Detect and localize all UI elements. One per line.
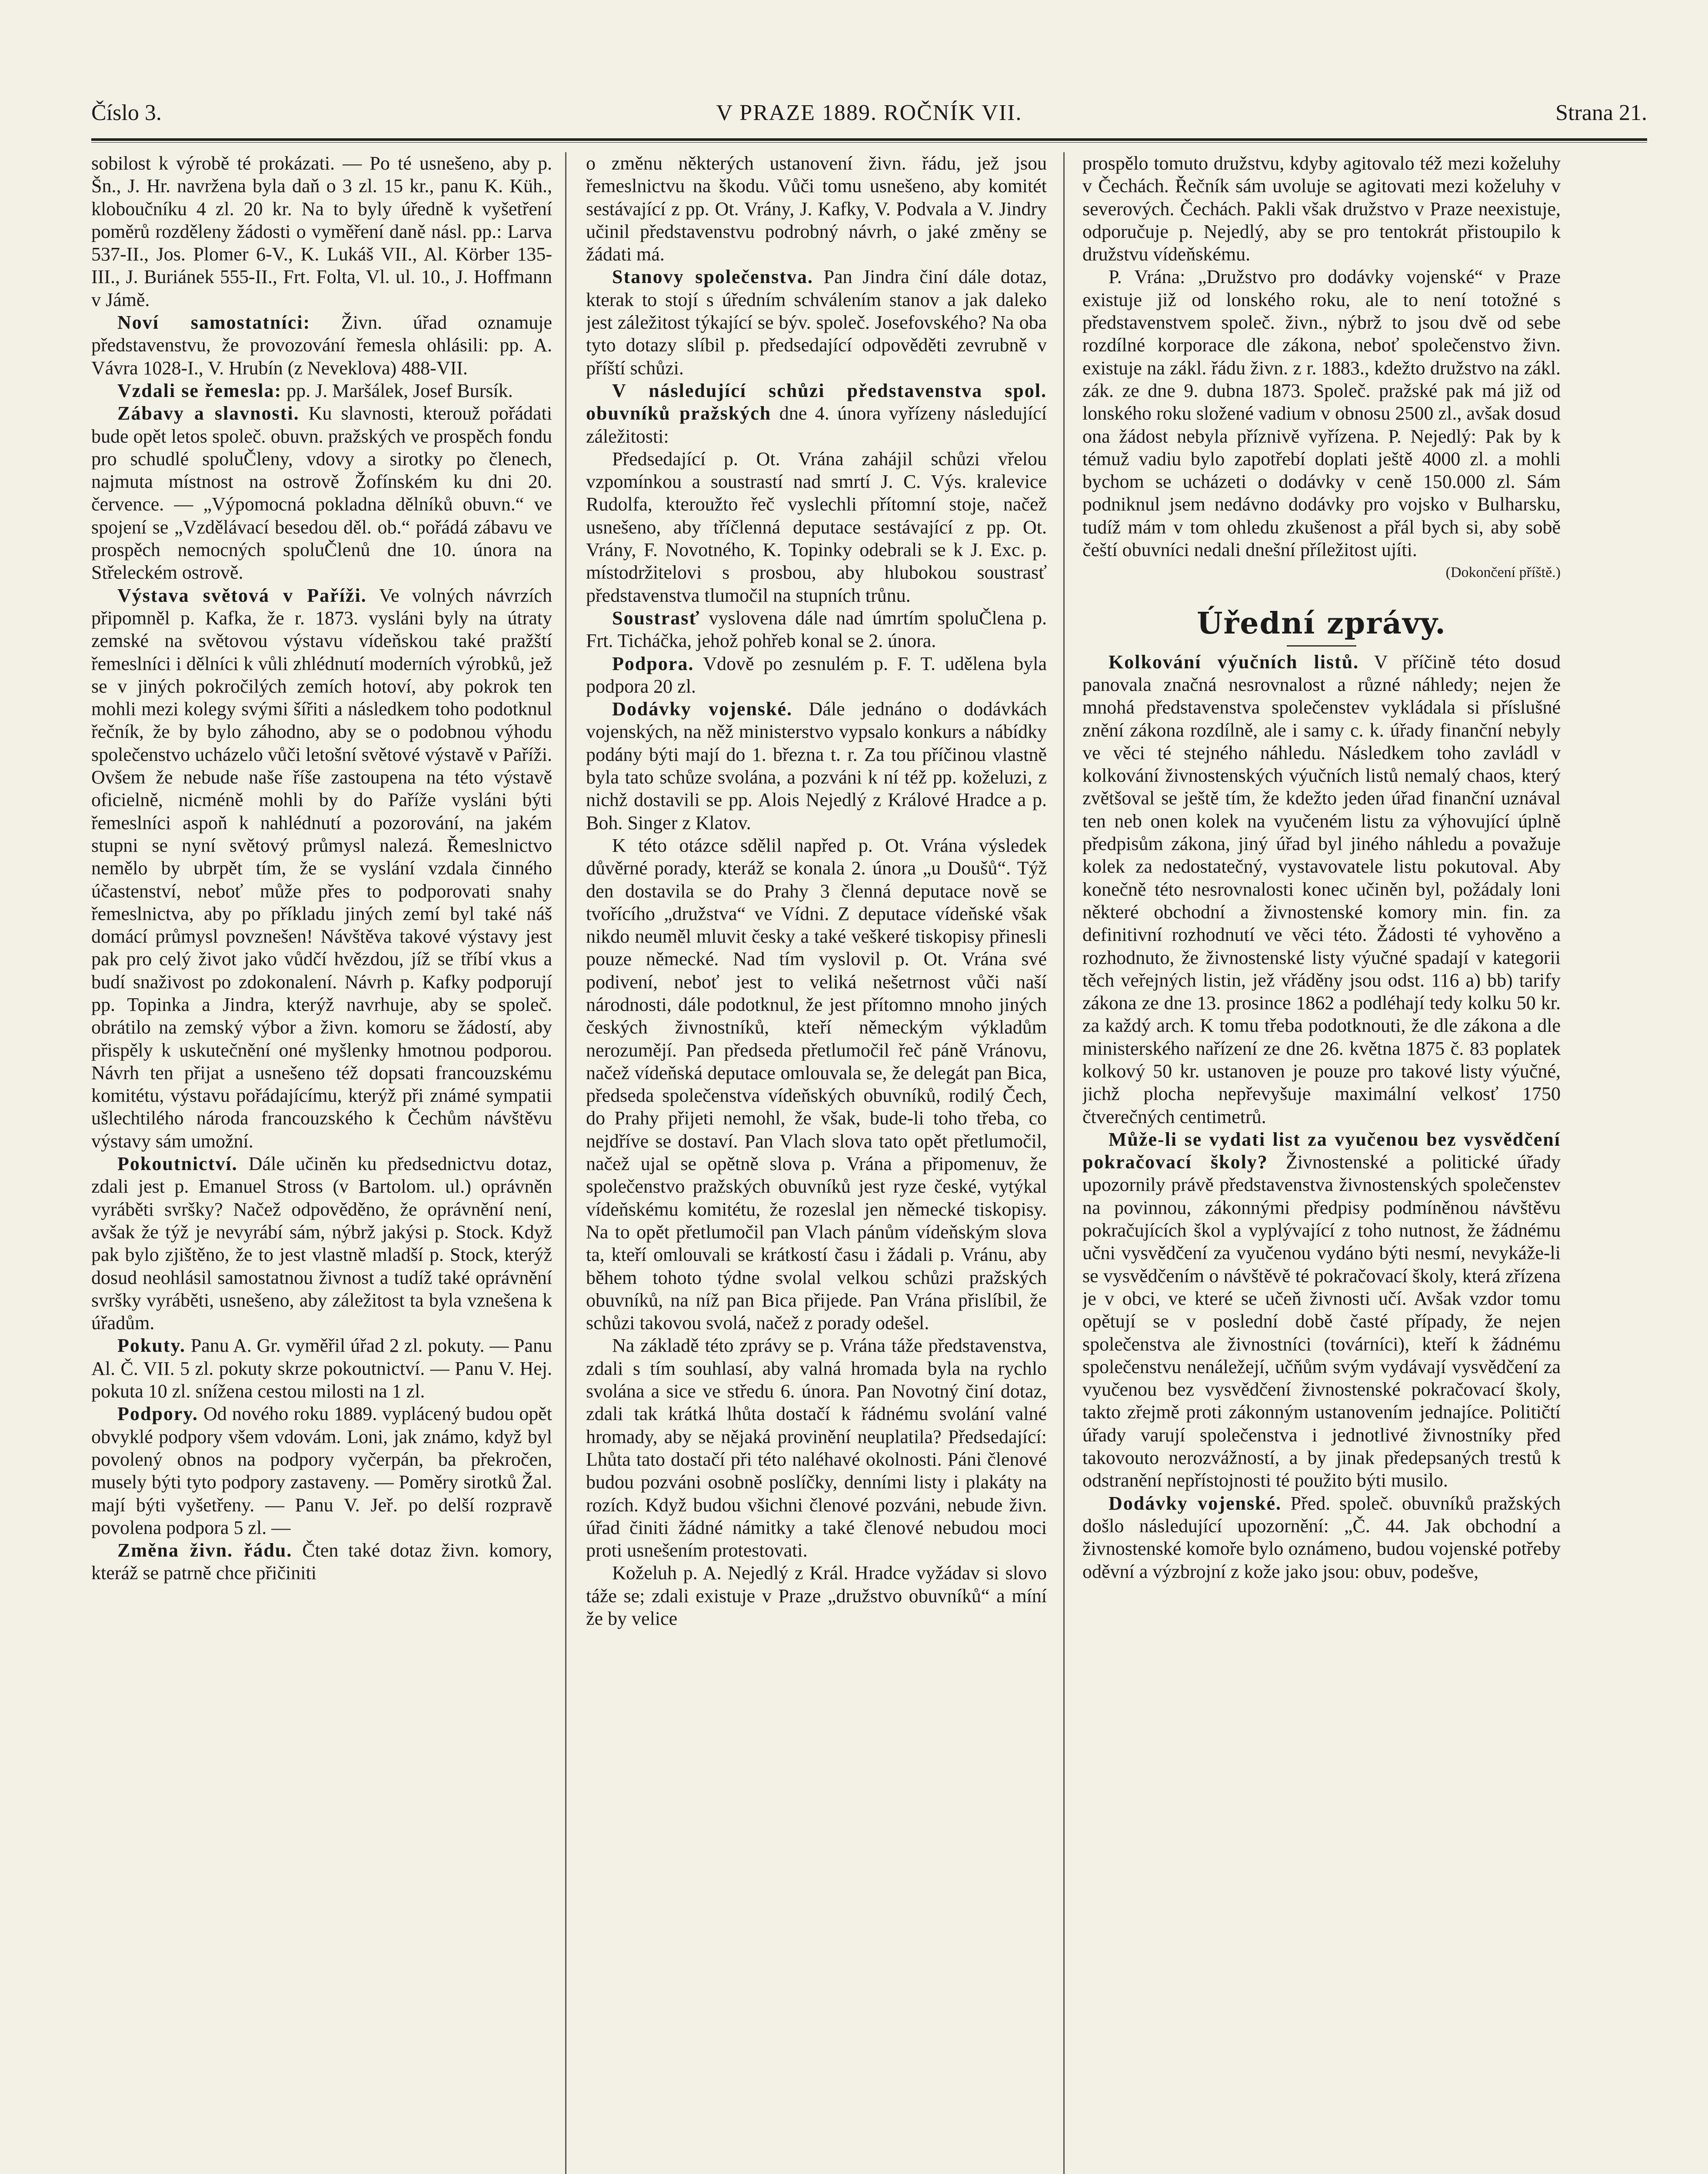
paragraph-text: Dále učiněn ku předsednictvu dotaz, zdali jest p. Emanuel Stross (v Bartolom. ul.) oprávněn vyráběti svršky? Načež odpověděno, že oprávnění není, avšak že týž je nevyrábí sám, nýbrž jakýsi p. Stock. Když pak bylo zjištěno, že to jest vlastně mladší p. Stock, kterýž dosud neohlásil samostatnou živnost a tudíž také oprávnění svršky vyráběti, usnešeno, aby záležitost ta byla vznešena k úřadům. xyxy=(91,1153,552,1334)
paragraph-heading: Dodávky vojenské. xyxy=(1109,1492,1282,1514)
column-2 xyxy=(586,152,1047,2174)
paragraph xyxy=(91,584,552,1153)
paragraph xyxy=(586,1562,1047,1630)
paragraph-heading: Může-li se vydati list za vyučenou bez vysvědčení pokračovací školy? xyxy=(1082,1128,1561,1173)
section-title: Úřední zprávy. xyxy=(1197,606,1446,641)
paragraph-text: Ve volných návrzích připomněl p. Kafka, že r. 1873. vysláni byly na útraty zemské na světovou výstavu vídeňskou také pražští řemeslníci i dělníci k vůli zhlédnutí moderních výrobků, jež se v jiných pokročilých zemích hotoví, aby pokrok ten mohli mezi kolegy svými šířiti a následkem toho podotknul řečník, že by bylo záhodno, aby se o podobnou výhodu společenstvo ucházelo vůči letošní světové výstavě v Paříži. Ovšem že nebude naše říše zastoupena na této výstavě oficielně, nicméně mohli by do Paříže vysláni býti řemeslníci aspoň k nahlédnutí a pozorování, na jakém stupni se nyní světový průmysl nalezá. Řemeslnictvo nemělo by ubrpět tím, že se vyslání vzdala činného účastenství, neboť může přes to podporovati snahy řemeslnictva, aby po příkladu jiných zemí byl také náš domácí průmysl povznešen! Návštěva takové výstavy jest pak pro celý život jako vůdčí hvězdou, jíž se tříbí vkus a budí snaživost po zdokonalení. Návrh p. Kafky podporují pp. Topinka a Jindra, kterýž navrhuje, aby se společ. obrátilo na zemský výbor a živn. komoru se žádostí, aby přispěly k uskutečnění oné myšlenky hmotnou podporou. Návrh ten přijat a usnešeno též dopsati francouzskému komitétu, výstavu pořádajícímu, kterýž při známé sympatii ušlechtilého národa francouzského k Čechům návštěvu výstavy sám umožní. xyxy=(91,584,552,1152)
paragraph xyxy=(91,1153,552,1334)
paragraph xyxy=(586,266,1047,379)
paragraph xyxy=(91,402,552,584)
paragraph-heading: Soustrasť xyxy=(612,607,700,629)
paragraph-text: Dále jednáno o dodávkách vojenských, na něž ministerstvo vypsalo konkurs a nábídky podány býti mají do 1. března t. r. Za tou příčinou vlastně byla tato schůze svolána, a pozváni k ní též pp. koželuzi, z nichž dostavili se pp. Alois Nejedlý z Králové Hradce a p. Boh. Singer z Klatov. xyxy=(586,698,1047,834)
paragraph-heading: Zábavy a slavnosti. xyxy=(117,403,300,424)
paragraph-heading: Noví samostatníci: xyxy=(117,312,311,333)
paragraph xyxy=(1082,266,1561,561)
paragraph-text: Ku slavnosti, kterouž pořádati bude opět letos společ. obuvn. pražských ve prospěch fondu pro schudlé spoluČleny, vdovy a sirotky po členech, najmuta místnost na ostrově Žofínském ku dni 20. července. — „Výpomocná pokladna dělníků obuvn.“ ve spojení se „Vzdělávací besedou děl. ob.“ pořádá zábavu ve prospěch nemocných spoluČlenů dne 10. února na Střeleckém ostrově. xyxy=(91,403,552,584)
paragraph xyxy=(1082,1492,1561,1583)
paragraph-heading: Změna živn. řádu. xyxy=(117,1540,293,1561)
paragraph xyxy=(1082,152,1561,266)
column-divider-2 xyxy=(1063,152,1065,2174)
paragraph-text: Koželuh p. A. Nejedlý z Král. Hradce vyžádav si slovo táže se; zdali existuje v Praze „družstvo obuvníků“ a míní že by velice xyxy=(586,1562,1047,1629)
paragraph-text: P. Vrána: „Družstvo pro dodávky vojenské“ v Praze existuje již od lonského roku, ale to není totožné s představenstvem společ. živn., nýbrž to jsou dvě od sebe rozdílné korporace dle zákona, neboť společenstvo živn. existuje na zákl. řádu živn. z r. 1883., kdežto družstvo na zákl. zák. ze dne 9. dubna 1873. Společ. pražské pak má již od lonského roku složené vadium v obnosu 2500 zl., avšak dosud ona žádost nebyla příznivě vyřízena. P. Nejedlý: Pak by k témuž vadiu bylo zapotřebí doplati ještě 4000 zl. a mohli bychom se ucházeti o dodávky v ceně 150.000 zl. Sám podniknul jsem nedávno dodávky pro vojsko v Bulharsku, tudíž mám v tom ohledu zkušenost a přál bych si, aby sobě čeští obuvníci nedali dnešní příležitost ujíti. xyxy=(1082,266,1561,561)
paragraph xyxy=(91,380,552,402)
paragraph-heading: Podpory. xyxy=(117,1403,198,1425)
paragraph-text: o změnu některých ustanovení živn. řádu, jež jsou řemeslnictvu na škodu. Vůči tomu usnešeno, aby komitét sestávající z pp. Ot. Vrány, J. Kafky, V. Podvala a V. Jindry učinil představenstvu podrobný návrh, o jaké změny se žádati má. xyxy=(586,153,1047,265)
paragraph-text: pp. J. Maršálek, Josef Bursík. xyxy=(286,380,513,401)
column-divider-1 xyxy=(565,152,566,2174)
paragraph-text: Živnostenské a politické úřady upozornily právě představenstva živnostenských společenstev na povinnou, zákonnými předpisy podmíněnou návštěvu pokračujících škol a vyplývající z toho nutnost, že žádnému učni vysvědčení za vyučenou vydáno býti nesmí, nevykáže-li se vysvědčením o návštěvě té pokračovací školy, která zřízena je v obci, ve které se učeň živnosti učí. Avšak vzdor tomu opětují se v poslední době časté případy, že nejen společenstva ale živnostníci (továrníci), kteří k žádnému společenstvu nenáležejí, učňům svým vydávají vysvědčení za vyučenou bez vysvědčení živnostenské pokračovací školy, takto zřejmě proti zákonným ustanovením jednajíce. Političtí úřady varují společenstva i jednotlivé živnostníky před takovouto nerozvážností, a by jinak předepsaných trestů k odstranění nepřístojnosti té použito býti musilo. xyxy=(1082,1151,1561,1491)
paragraph-text: vyslovena dále nad úmrtím spoluČlena p. Frt. Ticháčka, jehož pohřeb konal se 2. února. xyxy=(586,607,1047,652)
paragraph xyxy=(586,1334,1047,1562)
paragraph xyxy=(586,653,1047,698)
paragraph xyxy=(91,311,552,380)
paragraph-heading: Vzdali se řemesla: xyxy=(117,380,282,401)
paragraph xyxy=(91,1539,552,1585)
column-1 xyxy=(91,152,552,2174)
paragraph xyxy=(586,152,1047,266)
paragraph-heading: Výstava světová v Paříži. xyxy=(117,584,367,606)
paragraph-text: Čten také dotaz živn. komory, kteráž se patrně chce přičiniti xyxy=(91,1540,552,1584)
column-3-top-article xyxy=(1082,152,1561,561)
column-3-official-news xyxy=(1082,651,1561,1583)
paragraph xyxy=(586,698,1047,834)
page-number: Strana 21. xyxy=(1555,100,1647,125)
paragraph-heading: Pokoutnictví. xyxy=(117,1153,238,1175)
paragraph-heading: Dodávky vojenské. xyxy=(612,698,793,720)
paragraph-heading: Stanovy společenstva. xyxy=(612,266,813,288)
header-rule xyxy=(91,138,1647,143)
paragraph-text: Pan Jindra činí dále dotaz, kterak to stojí s úředním schválením stanov a jak daleko jest záležitost týkající se býv. společ. Josefovského? Na oba tyto dotazy slíbil p. předsedající odpověděti zevrubně v příští schůzi. xyxy=(586,266,1047,379)
paragraph xyxy=(586,380,1047,448)
continued-note: (Dokončení příště.) xyxy=(1445,564,1561,581)
paragraph xyxy=(1082,1128,1561,1492)
paragraph xyxy=(91,152,552,311)
paragraph-heading: V následující schůzi představenstva spol. obuvníků pražských xyxy=(586,380,1047,424)
paragraph xyxy=(586,448,1047,607)
paragraph xyxy=(1082,651,1561,1128)
issue-number: Číslo 3. xyxy=(91,100,162,125)
page-header xyxy=(91,100,1647,135)
paragraph-text: dne 4. února vyřízeny následující záležitosti: xyxy=(586,403,1047,447)
paragraph-text: Na základě této zprávy se p. Vrána táže představenstva, zdali s tím souhlasí, aby valná hromada byla na rychlo svolána a sice ve středu 6. února. Pan Novotný činí dotaz, zdali tak krátká lhůta dostačí k řádnému svolání valné hromady, aby se nějaká provinění neuplatila? Předsedající: Lhůta tato dostačí při této naléhavé okolnosti. Páni členové budou pozváni osobně poslíčky, denními listy i plakáty na rozích. Když budou všichni členové pozváni, nebude živn. úřad činiti žádné námitky a také členové nebudou moci proti usnešením protestovati. xyxy=(586,1335,1047,1561)
paragraph-text: sobilost k výrobě té prokázati. — Po té usnešeno, aby p. Šn., J. Hr. navržena byla daň o 3 zl. 15 kr., panu K. Küh., kloboučníku 4 zl. 20 kr. Na to byly úředně k vyšetření poměrů rozděleny žádosti o vyměření daně násl. pp.: Larva 537-II., Jos. Plomer 6-V., K. Lukáš VII., Al. Körber 135-III., J. Buriánek 555-II., Frt. Folta, Vl. ul. 10., J. Hoffmann v Jámě. xyxy=(91,153,552,310)
paragraph xyxy=(586,834,1047,1335)
paragraph-text: prospělo tomuto družstvu, kdyby agitovalo též mezi koželuhy v Čechách. Řečník sám uvoluje se agitovati mezi koželuhy v severových. Čechách. Pakli však družstvo v Praze neexistuje, odporučuje p. Nejedlý, aby se pro tentokrát přistoupilo k družstvu vídeňskému. xyxy=(1082,153,1561,265)
paragraph-heading: Kolkování výučních listů. xyxy=(1109,651,1359,673)
column-3 xyxy=(1082,152,1561,2174)
place-year-volume: V PRAZE 1889. ROČNÍK VII. xyxy=(716,100,1022,125)
paragraph xyxy=(586,607,1047,653)
paragraph-heading: Pokuty. xyxy=(117,1335,186,1357)
paragraph-text: Předsedající p. Ot. Vrána zahájil schůzi vřelou vzpomínkou a soustrastí nad smrtí J. C. Výs. kralevice Rudolfa, kteroužto řeč vyslechli přítomní stoje, načež usnešeno, aby tříčlenná deputace sestávající z pp. Ot. Vrány, F. Novotného, K. Topinky odebrali se k J. Exc. p. místodržitelovi s prosbou, aby hlubokou soustrasť představenstva tlumočil na stupních trůnu. xyxy=(586,448,1047,606)
paragraph-text: Vdově po zesnulém p. F. T. udělena byla podpora 20 zl. xyxy=(586,653,1047,697)
paragraph-text: Před. společ. obuvníků pražských došlo následující upozornění: „Č. 44. Jak obchodní a živnostenské komoře bylo oznámeno, budou vojenské potřeby oděvní a výzbrojní z kože jako jsou: obuv, podešve, xyxy=(1082,1492,1561,1582)
paragraph-text: V příčině této dosud panovala značná nesrovnalost a různé náhledy; nejen že mnohá představenstva společenstev vykládala si příslušné znění zákona rozdílně, ale i samy c. k. úřady finanční nebyly ve věci té stejného náhledu. Následkem toho zavládl v kolkování živnostenských výučních listů nemalý chaos, který zvětšoval se ještě tím, že kdežto jeden úřad finanční uznával ten neb onen kolek na vyučeném listu za výhovující úplně předpisům zákona, jiný úřad byl jiného náhledu a považuje kolek za nedostatečný, vystavovatele listu pokutoval. Aby konečně této nesrovnalosti konec učiněn byl, požádaly loni některé obchodní a živnostenské komory min. fin. za definitivní rozhodnutí ve věci této. Žádosti té vyhověno a rozhodnuto, že živnostenské listy výučné spadají v kategorii těch veřejných listin, jež vřáděny jsou odst. 116 a) bb) tarify zákona ze dne 13. prosince 1862 a podléhají tedy kolku 50 kr. za každý arch. K tomu třeba podotknouti, že dle zákona a dle ministerského nařízení ze dne 26. května 1875 č. 83 poplatek kolkový 50 kr. ustanoven je pouze pro takové listy výučné, jichž plocha nepřevyšuje maximální velkosť 1750 čtverečných centimetrů. xyxy=(1082,651,1561,1127)
paragraph-heading: Podpora. xyxy=(612,653,694,674)
paragraph-text: K této otázce sdělil napřed p. Ot. Vrána výsledek důvěrné porady, kteráž se konala 2. února „u Doušů“. Týž den dostavila se do Prahy 3 členná deputace nově se tvořícího „družstva“ ve Vídni. Z deputace vídeňské však nikdo neuměl mluvit česky a také veškeré tiskopisy přinesli pouze německé. Nad tím vyslovil p. Ot. Vrána své podivení, neboť jest to veliká nešetrnost vůči naší národnosti, dále podotknul, že jest přítomno mnoho jiných českých živnostníků, kteří německým výkladům nerozumějí. Pan předseda přetlumočil řeč páně Vránovu, načež vídeňská deputace omlouvala se, že delegát pan Bica, předseda společenstva vídeňských obuvníků, rodilý Čech, do Prahy přijeti nemohl, že však, bude-li toho třeba, co nejdříve se dostaví. Pan Vlach slova tato opět přetlumočil, načež ujal se opětně slova p. Vrána a připomenuv, že společenstvo pražských obuvníků jest ryze české, vytýkal vídeňskému komitétu, že rozeslal jen německé tiskopisy. Na to opět přetlumočil pan Vlach pánům vídeňským slova ta, kteří omlouvali se krátkostí času i žádali p. Vránu, aby během tohoto týdne svolal velkou schůzi pražských obuvníků, na níž pan Bica přijede. Pan Vrána přislíbil, že schůzi takovou svolá, načež z porady odešel. xyxy=(586,834,1047,1334)
paragraph-text: Živn. úřad oznamuje představenstvu, že provozování řemesla ohlásili: pp. A. Vávra 1028-I., V. Hrubín (z Neveklova) 488-VII. xyxy=(91,312,552,379)
paragraph xyxy=(91,1403,552,1539)
paragraph-text: Panu A. Gr. vyměřil úřad 2 zl. pokuty. — Panu Al. Č. VII. 5 zl. pokuty skrze pokoutnictví. — Panu V. Hej. pokuta 10 zl. snížena cestou milosti na 1 zl. xyxy=(91,1335,552,1402)
section-rule xyxy=(1287,645,1356,647)
paragraph xyxy=(91,1334,552,1403)
paragraph-text: Od nového roku 1889. vyplácený budou opět obvyklé podpory všem vdovám. Loni, jak známo, když byl povolený obnos na podpory vyčerpán, ba překročen, musely býti tyto podpory zastaveny. — Poměry sirotků Žal. mají býti vyšetřeny. — Panu V. Jeř. po delší rozpravě povolena podpora 5 zl. — xyxy=(91,1403,552,1538)
